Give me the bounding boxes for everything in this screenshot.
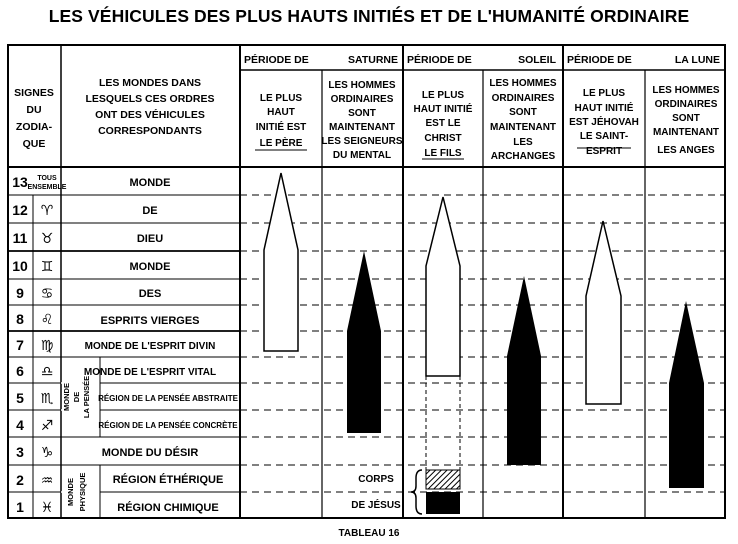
table-caption: TABLEAU 16 [338,528,400,539]
lune-initiate-line: LE PLUS [582,88,626,99]
aquarius-icon: ♒ [40,473,54,489]
saturne-initiate-vehicle [264,173,298,351]
lune-initiate-vehicle [586,221,621,404]
saturne-humans-line: LES HOMMES [328,80,396,91]
lune-humans-vehicle [669,301,704,488]
row-number: 10 [12,258,28,274]
soleil-initiate-line: LE PLUS [421,90,465,101]
period-lune-word: PÉRIODE DE [567,54,632,66]
worlds-header-line-1: LES MONDES DANS [98,77,202,89]
saturne-initiate-line: LE PÈRE [259,138,303,149]
monde-physique-label: MONDE [66,478,75,506]
lune-humans-line: ORDINAIRES [654,99,718,110]
world-label: MONDE DE L'ESPRIT VITAL [83,367,217,378]
saturne-initiate-line: INITIÉ EST [255,122,307,133]
saturne-initiate-line: HAUT [267,107,295,118]
world-label: DIEU [136,233,164,245]
world-label: RÉGION DE LA PENSÉE ABSTRAITE [98,394,238,403]
soleil-initiate-line: LE FILS [424,148,462,159]
period-soleil-name: SOLEIL [518,54,556,66]
monde-physique-label: PHYSIQUE [78,472,87,512]
gemini-icon: ♊ [40,259,54,275]
zodiac-header-line-1: SIGNES [14,87,54,99]
period-saturne-name: SATURNE [348,54,398,66]
saturne-humans-line: SONT [348,108,376,119]
worlds-header-line-3: ONT DES VÉHICULES [95,109,205,121]
soleil-humans-line: LES [513,137,533,148]
world-label: RÉGION DE LA PENSÉE CONCRÈTE [98,421,238,430]
soleil-initiate-vehicle [426,197,460,376]
row-number: 11 [12,230,28,246]
row-number: 6 [16,363,24,379]
soleil-initiate-line: HAUT INITIÉ [413,104,473,115]
tous-label: TOUS [37,175,57,182]
saturne-initiate-line: LE PLUS [259,93,303,104]
row-number: 12 [12,202,28,218]
lune-humans-line: LES HOMMES [652,85,720,96]
soleil-humans-line: SONT [509,107,537,118]
period-saturne-word: PÉRIODE DE [244,54,309,66]
world-label: RÉGION CHIMIQUE [117,502,219,514]
world-label: MONDE DU DÉSIR [101,447,199,459]
row-number: 9 [16,285,24,301]
capricorn-icon: ♑ [40,445,54,461]
lune-initiate-line: ESPRIT [585,146,623,157]
sagittarius-icon: ♐ [40,418,54,434]
row-number: 7 [16,337,24,353]
row-number: 4 [16,417,24,433]
row-number: 13 [12,174,28,190]
lune-initiate-line: EST JÉHOVAH [569,117,639,128]
period-lune-name: LA LUNE [674,54,720,66]
zodiac-header-line-2: DU [26,104,42,116]
period-soleil-word: PÉRIODE DE [407,54,472,66]
lune-humans-line: SONT [672,113,700,124]
monde-pensee-label: DE [72,391,81,403]
soleil-humans-line: ARCHANGES [490,151,556,162]
world-label: MONDE DE L'ESPRIT DIVIN [84,341,216,352]
world-label: DE [142,205,158,217]
lune-humans-line: MAINTENANT [652,127,720,138]
monde-pensee-label: LA PENSÉE [82,375,91,419]
saturne-humans-vehicle [347,251,381,433]
world-label: ESPRITS VIERGES [100,315,200,327]
aries-icon: ♈ [40,203,54,219]
ensemble-label: ENSEMBLE [27,184,67,191]
de-jesus-label: DE JÉSUS [351,500,401,511]
virgo-icon: ♍ [40,338,54,354]
page-title: LES VÉHICULES DES PLUS HAUTS INITIÉS ET DE L'HUMANITÉ ORDINAIRE [48,6,690,26]
soleil-humans-line: ORDINAIRES [491,93,555,104]
soleil-humans-line: MAINTENANT [489,122,557,133]
worlds-header-line-2: LESQUELS CES ORDRES [85,93,215,105]
monde-pensee-label: MONDE [62,383,71,411]
world-label: MONDE [129,177,171,189]
lune-initiate-line: HAUT INITIÉ [574,103,634,114]
soleil-initiate-line: EST LE [425,118,461,129]
worlds-header-line-4: CORRESPONDANTS [98,125,202,137]
row-number: 3 [16,444,24,460]
taurus-icon: ♉ [40,231,54,247]
row-number: 8 [16,311,24,327]
zodiac-header-line-3: ZODIA- [15,121,53,133]
saturne-humans-line: LES SEIGNEURS [321,136,403,147]
row-number: 1 [16,499,24,515]
leo-icon: ♌ [40,312,54,328]
row-number: 2 [16,472,24,488]
libra-icon: ♎ [40,364,54,380]
lune-humans-line: LES ANGES [657,145,715,156]
jesus-etheric-body [426,470,460,489]
lune-initiate-line: LE SAINT- [579,131,629,142]
row-number: 5 [16,390,24,406]
jesus-physical-body [426,492,460,514]
saturne-humans-line: MAINTENANT [328,122,396,133]
soleil-humans-vehicle [507,276,541,465]
scorpio-icon: ♏ [40,391,54,407]
pisces-icon: ♓ [40,500,54,516]
soleil-humans-line: LES HOMMES [489,78,557,89]
corps-label: CORPS [358,474,394,485]
soleil-initiate-line: CHRIST [424,133,462,144]
world-label: MONDE [129,261,171,273]
saturne-humans-line: DU MENTAL [332,150,392,161]
cancer-icon: ♋ [40,286,54,302]
saturne-humans-line: ORDINAIRES [330,94,394,105]
world-label: DES [138,288,162,300]
zodiac-header-line-4: QUE [22,138,46,150]
world-label: RÉGION ÉTHÉRIQUE [112,474,224,486]
